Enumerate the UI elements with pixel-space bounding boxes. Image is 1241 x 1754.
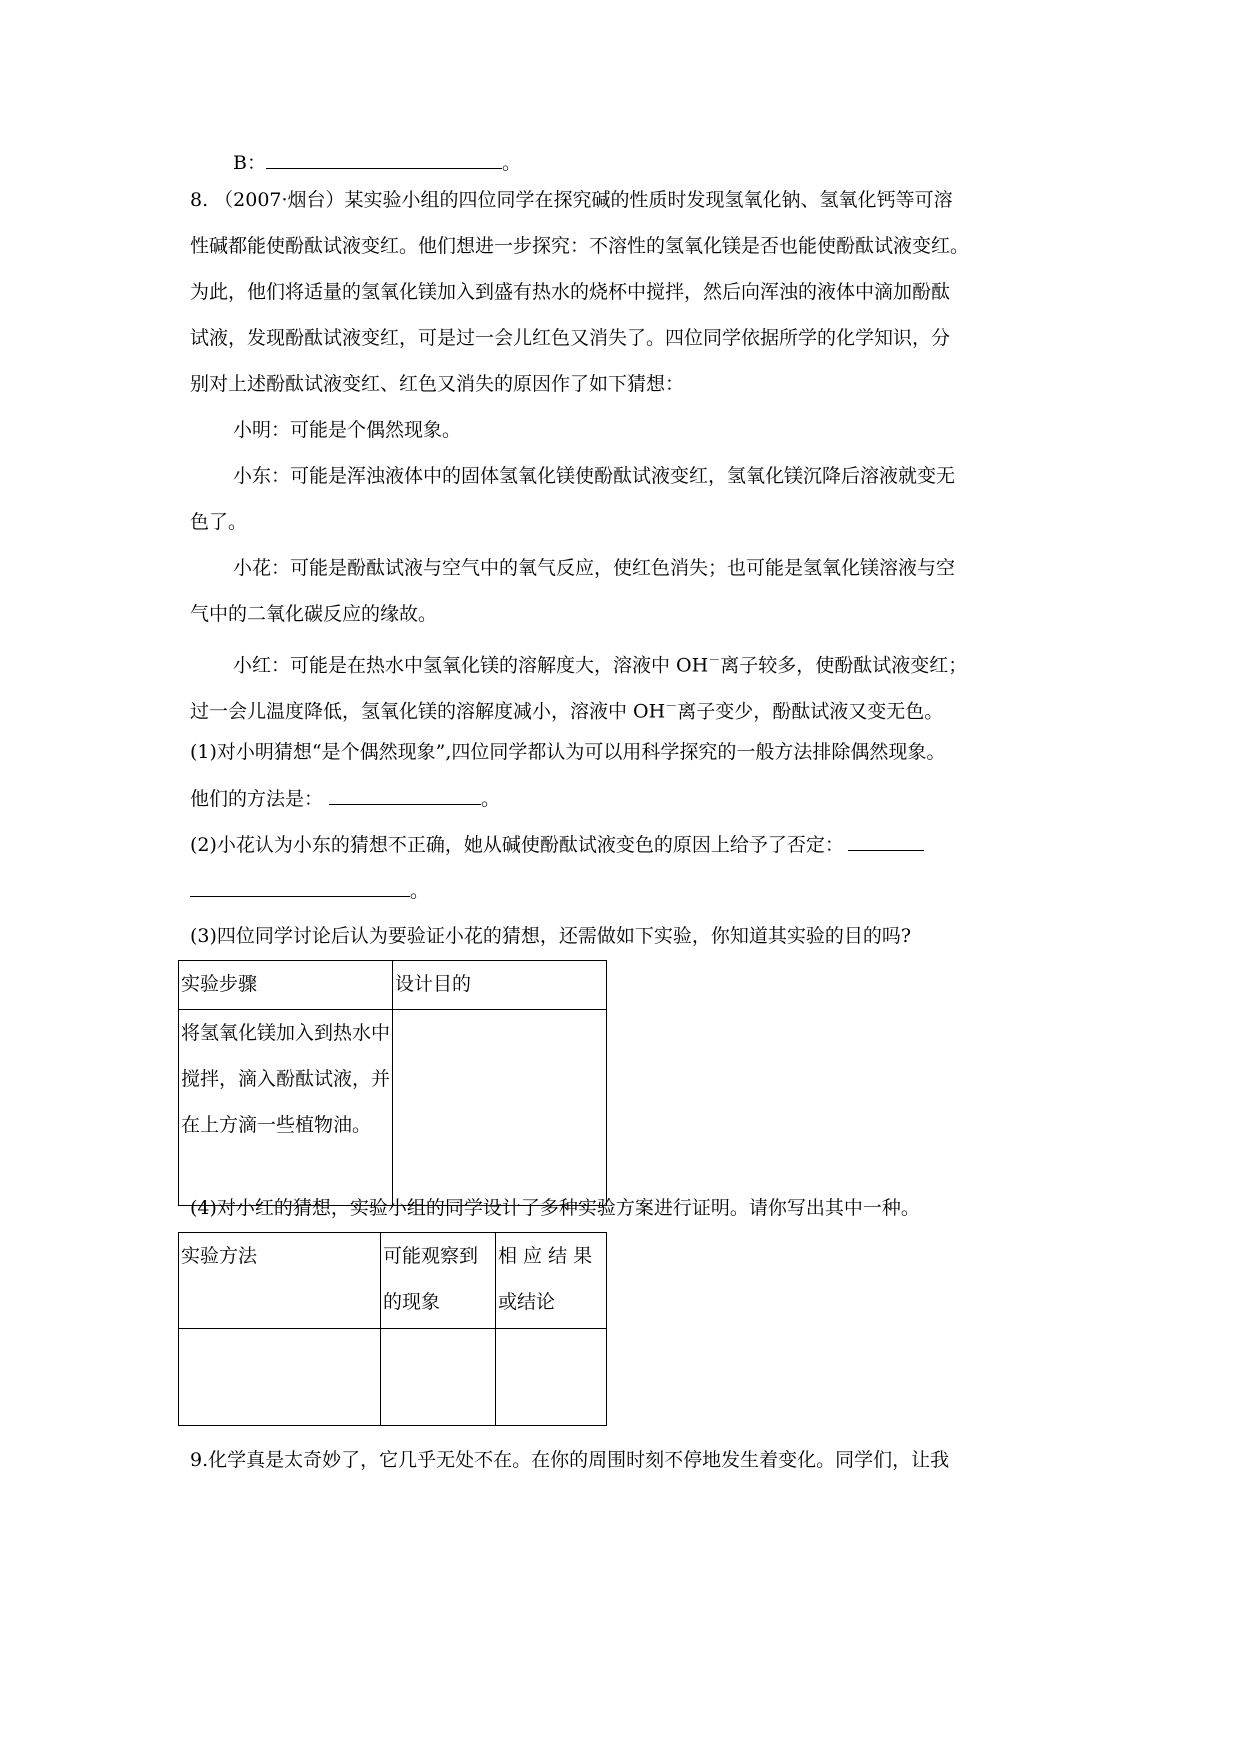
xiaohua-guess-line-2: 气中的二氧化碳反应的缘故。: [190, 603, 438, 625]
xiaohua-guess-line-1: 小花：可能是酚酞试液与空气中的氧气反应，使红色消失；也可能是氢氧化镁溶液与空: [233, 557, 956, 579]
question-8-line-3: 为此，他们将适量的氢氧化镁加入到盛有热水的烧杯中搅拌，然后向浑浊的液体中滴加酚酞: [190, 281, 951, 303]
table1-header-purpose: 设计目的: [393, 961, 607, 1010]
question-8-line-5: 别对上述酚酞试液变红、红色又消失的原因作了如下猜想：: [190, 373, 685, 395]
xiaohong-guess-line-1: 小红：可能是在热水中氢氧化镁的溶解度大，溶液中 OH－离子较多，使酚酞试液变红；: [233, 653, 968, 677]
part-3-prompt: (3)四位同学讨论后认为要验证小花的猜想，还需做如下实验，你知道其实验的目的吗?: [190, 925, 912, 947]
xiaoming-guess: 小明：可能是个偶然现象。: [233, 419, 462, 441]
table2-header-conclusion: 相 应 结 果或结论: [496, 1233, 607, 1329]
table2-phenomenon-cell[interactable]: [381, 1329, 496, 1426]
answer-blank-negation-1[interactable]: [848, 832, 924, 851]
b-label: B：: [233, 152, 266, 174]
part-1-line-1: (1)对小明猜想“是个偶然现象”,四位同学都认为可以用科学探究的一般方法排除偶然现象。: [190, 741, 946, 763]
table1-purpose-cell[interactable]: [393, 1010, 607, 1206]
question-8-line-2: 性碱都能使酚酞试液变红。他们想进一步探究：不溶性的氢氧化镁是否也能使酚酞试液变红。: [190, 235, 970, 257]
table2-method-cell[interactable]: [179, 1329, 381, 1426]
question-8-line-4: 试液，发现酚酞试液变红，可是过一会儿红色又消失了。四位同学依据所学的化学知识，分: [190, 327, 951, 349]
table1-step-cell: 将氢氧化镁加入到热水中搅拌，滴入酚酞试液，并在上方滴一些植物油。: [179, 1010, 393, 1206]
part-4-prompt: (4)对小红的猜想，实验小组的同学设计了多种实验方案进行证明。请你写出其中一种。: [190, 1197, 920, 1219]
xiaohong-guess-line-2: 过一会儿温度降低，氢氧化镁的溶解度减小，溶液中 OH－离子变少，酚酞试液又变无色。: [190, 699, 944, 723]
question-9-line-1: 9.化学真是太奇妙了，它几乎无处不在。在你的周围时刻不停地发生着变化。同学们，让我: [190, 1449, 950, 1471]
question-8-line-1: 8. （2007·烟台）某实验小组的四位同学在探究碱的性质时发现氢氧化钠、氢氧化钙等可溶: [190, 189, 953, 211]
part-1-line-2: 他们的方法是： 。: [190, 788, 501, 810]
answer-blank-method[interactable]: [329, 786, 481, 805]
part-2-line-2: 。: [190, 878, 429, 903]
table2-header-phenomenon: 可能观察到的现象: [381, 1233, 496, 1329]
experiment-table-2: [178, 1232, 607, 1426]
xiaodong-guess-line-1: 小东：可能是浑浊液体中的固体氢氧化镁使酚酞试液变红，氢氧化镁沉降后溶液就变无: [233, 465, 956, 487]
part-2-line-1: (2)小花认为小东的猜想不正确，她从碱使酚酞试液变色的原因上给予了否定：: [190, 832, 924, 857]
experiment-table-1: [178, 960, 607, 1206]
xiaodong-guess-line-2: 色了。: [190, 511, 248, 533]
table1-header-steps: 实验步骤: [179, 961, 393, 1010]
table2-header-method: 实验方法: [179, 1233, 381, 1329]
answer-line-b: B： 。: [233, 152, 521, 174]
answer-blank-b[interactable]: [266, 150, 502, 169]
table2-conclusion-cell[interactable]: [496, 1329, 607, 1426]
answer-blank-negation-2[interactable]: [190, 878, 410, 897]
